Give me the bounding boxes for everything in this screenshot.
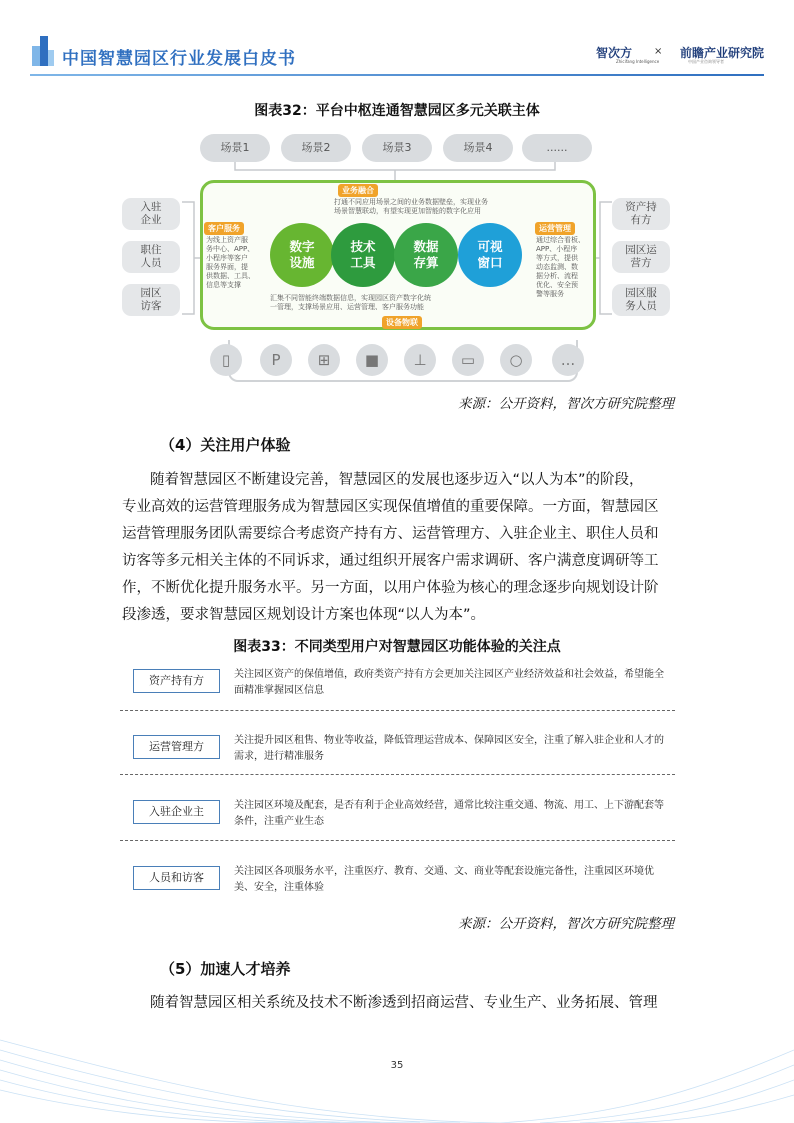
document-title: 中国智慧园区行业发展白皮书 [62, 49, 296, 69]
scene-1: 场景1 [200, 134, 270, 162]
para-line: 作，不断优化提升服务水平。另一方面，以用户体验为核心的理念逐步向规划设计阶 [122, 580, 659, 596]
sensor-icon: ⊥ [404, 344, 436, 376]
bulb-icon: ○ [500, 344, 532, 376]
role-asset-holder-text: 关注园区资产的保值增值，政府类资产持有方会更加关注园区产业经济效益和社会效益，希望能全面精准掌握园区信息 [234, 669, 664, 696]
figure-33-source: 来源：公开资料，智次方研究院整理 [458, 916, 674, 932]
circle-data-computing: 数据 存算 [394, 223, 458, 287]
para-line: 随着智慧园区不断建设完善，智慧园区的发展也逐步迈入“以人为本”的阶段， [150, 472, 644, 488]
para-line: 访客等多元相关主体的不同诉求，通过组织开展客户需求调研、客户满意度调研等工 [122, 553, 659, 569]
tag-operation-management: 运营管理 [535, 222, 575, 235]
brand-separator: × [654, 46, 663, 57]
role-operator-text: 关注提升园区租售、物业等收益，降低管理运营成本、保障园区安全，注重了解入驻企业和人才的需求，进行精准服务 [234, 735, 664, 762]
role-operator: 运营管理方 [133, 735, 220, 759]
right-box-asset-holder: 资产持 有方 [612, 198, 670, 230]
role-asset-holder: 资产持有方 [133, 669, 220, 693]
circle-digital-facilities: 数字 设施 [270, 223, 334, 287]
role-enterprise-owner-text: 关注园区环境及配套，是否有利于企业高效经营，通常比较注重交通、物流、用工、上下游配套等条件，注重产业生态 [234, 800, 664, 827]
left-box-enterprise: 入驻 企业 [122, 198, 180, 230]
note-operation-management: 通过综合看板、 APP、小程序 等方式，提供 动态监测、数 据分析、流程 优化、安全预 警等服务 [536, 236, 585, 298]
left-bracket [180, 198, 200, 318]
brand-qianzhan: 前瞻产业研究院 [680, 46, 765, 60]
left-box-residents: 职住 人员 [122, 241, 180, 273]
door-icon: ▯ [210, 344, 242, 376]
parking-icon: P [260, 344, 292, 376]
note-business-fusion: 打通不同应用场景之间的业务数据壁垒，实现业务 场景智慧联动，有望实现更加智能的数字化应用 [334, 198, 488, 215]
right-bracket [596, 198, 614, 318]
para-line: 段渗透，要求智慧园区规划设计方案也体现“以人为本”。 [122, 607, 486, 623]
right-box-operator: 园区运 营方 [612, 241, 670, 273]
row-divider [120, 840, 675, 841]
para-line: 专业高效的运营管理服务成为智慧园区实现保值增值的重要保障。一方面，智慧园区 [122, 499, 659, 515]
section-5-heading: （5）加速人才培养 [160, 960, 291, 978]
scene-2: 场景2 [281, 134, 351, 162]
figure-33-title: 图表33：不同类型用户对智慧园区功能体验的关注点 [233, 639, 561, 655]
tag-customer-service: 客户服务 [204, 222, 244, 235]
monitor-icon: ▭ [452, 344, 484, 376]
page-header [0, 0, 794, 80]
elevator-icon: ⊞ [308, 344, 340, 376]
scene-3: 场景3 [362, 134, 432, 162]
figure-32-title: 图表32：平台中枢连通智慧园区多元关联主体 [254, 103, 540, 119]
scene-4: 场景4 [443, 134, 513, 162]
right-box-service-staff: 园区服 务人员 [612, 284, 670, 316]
section-4-heading: （4）关注用户体验 [160, 436, 291, 454]
para-line: 运营管理服务团队需要综合考虑资产持有方、运营管理方、入驻企业主、职住人员和 [122, 526, 659, 542]
row-divider [120, 774, 675, 775]
scene-connector [200, 162, 596, 182]
role-people-visitors: 人员和访客 [133, 866, 220, 890]
circle-visual-window: 可视 窗口 [458, 223, 522, 287]
camera-icon: ■ [356, 344, 388, 376]
brand-zhicifang-sub: Zhicifang Intelligence [616, 59, 660, 64]
row-divider [120, 710, 675, 711]
note-customer-service: 为线上资产服 务中心、APP、 小程序等客户 服务界面，提 供数据、工具、 信息等支撑 [206, 236, 255, 289]
page-number: 35 [390, 1060, 404, 1071]
header-divider [30, 74, 764, 76]
brand-zhicifang: 智次方 [596, 46, 633, 60]
tag-device-iot: 设备物联 [382, 316, 422, 329]
role-people-visitors-text: 关注园区各项服务水平，注重医疗、教育、交通、文、商业等配套设施完备性，注重园区环境优美、安全，注重体验 [234, 866, 654, 893]
building-logo-icon [30, 32, 56, 68]
figure-32-source: 来源：公开资料，智次方研究院整理 [458, 396, 674, 412]
para-line: 随着智慧园区相关系统及技术不断渗透到招商运营、专业生产、业务拓展、管理 [150, 995, 658, 1011]
brand-qianzhan-sub: 中国产业咨询领导者 [688, 59, 724, 64]
role-enterprise-owner: 入驻企业主 [133, 800, 220, 824]
scene-more: ...... [522, 134, 592, 162]
note-device-iot: 汇集不同智能终端数据信息，实现园区资产数字化统 一管理，支撑场景应用、运营管理、客户服务功能 [270, 294, 431, 311]
more-icon: ... [552, 344, 584, 376]
circle-tech-tools: 技术 工具 [331, 223, 395, 287]
section-4-paragraph [122, 467, 682, 629]
left-box-visitors: 园区 访客 [122, 284, 180, 316]
tag-business-fusion: 业务融合 [338, 184, 378, 197]
